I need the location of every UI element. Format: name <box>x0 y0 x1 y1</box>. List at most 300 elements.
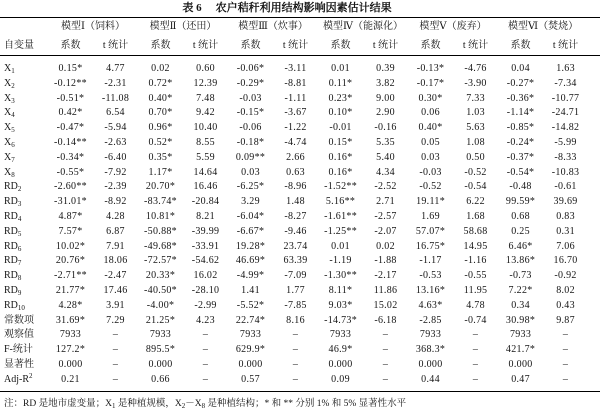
model-5-t-stat-cell: 6.22 <box>466 196 485 208</box>
model-4-t-stat-cell: 9.00 <box>376 92 395 104</box>
model-1-coef-cell: -0.12** <box>54 77 87 89</box>
model-3-t-stat-cell: -8.27 <box>284 210 307 222</box>
model-1-coef-cell: 4.28* <box>58 299 83 311</box>
model-4-t-stat-cell: 5.35 <box>376 136 395 148</box>
model-1-coef-cell: 31.69* <box>55 314 86 326</box>
model-1-coef-cell: -2.60** <box>54 181 87 193</box>
model-5-t-stat-cell: – <box>472 344 479 356</box>
model-1-coef-cell: 4.87* <box>58 210 83 222</box>
model-5-t-stat-cell: – <box>472 373 479 385</box>
model-2-coef-cell: -50.88* <box>144 225 177 237</box>
table-row <box>0 373 600 388</box>
model-5-t-stat-cell: 7.33 <box>466 92 485 104</box>
model-6-coef-cell: 0.47 <box>511 373 530 385</box>
model-1-t-stat-cell: 6.54 <box>106 107 125 119</box>
row-label <box>0 373 48 388</box>
model-4-t-stat-cell: 2.71 <box>376 196 395 208</box>
model-1-coef-cell: 21.77* <box>55 284 86 296</box>
row-label-text: X <box>4 136 12 148</box>
model-2-t-stat-header: t 统计 <box>183 36 228 56</box>
model-3-t-stat-cell: – <box>292 344 299 356</box>
model-3-coef-cell: -6.67* <box>236 225 265 237</box>
model-6-t-stat-cell: 0.83 <box>556 210 575 222</box>
table-row <box>0 314 600 329</box>
model-6-t-stat-cell: 39.69 <box>553 196 578 208</box>
row-label <box>0 299 48 314</box>
model-2-t-stat-cell: 0.60 <box>196 63 215 74</box>
row-label <box>0 151 48 166</box>
model-2-t-stat-cell: -28.10 <box>191 284 220 296</box>
model-4-t-stat-cell: -0.16 <box>374 122 397 134</box>
model-4-coef-cell: -1.61** <box>324 210 357 222</box>
model-3-coef-cell: 0.000 <box>238 358 263 370</box>
model-4-coef-cell: 0.01 <box>331 240 350 252</box>
model-2-coef-cell: 21.25* <box>145 314 176 326</box>
row-label-text: X <box>4 77 12 89</box>
model-1-coef-cell: 20.76* <box>55 255 86 267</box>
model-6-t-stat-cell: -5.99 <box>554 136 577 148</box>
row-label <box>0 166 48 181</box>
model-3-coef-cell: 19.28* <box>235 240 266 252</box>
row-label <box>0 136 48 151</box>
model-3-coef-cell: 22.74* <box>235 314 266 326</box>
table-title: 农户秸秆利用结构影响因素估计结果 <box>215 2 392 14</box>
model-1-coef-cell: 0.42* <box>58 107 83 119</box>
model-5-t-stat-cell: -0.55 <box>464 270 487 282</box>
model-3-coef-cell: -0.03 <box>239 92 262 104</box>
model-4-coef-cell: 0.09 <box>331 373 350 385</box>
model-6-t-stat-cell: -14.82 <box>551 122 580 134</box>
model-3-t-stat-cell: -3.67 <box>284 107 307 119</box>
row-label-text: 观察值 <box>4 329 34 341</box>
table-row <box>0 240 600 255</box>
model-3-header: 模型Ⅲ（炊事） <box>228 18 318 37</box>
model-4-coef-cell: 0.000 <box>328 358 353 370</box>
model-4-coef-cell: 9.03* <box>328 299 353 311</box>
model-5-t-stat-cell: -0.54 <box>464 181 487 193</box>
model-2-coef-cell: 10.81* <box>145 210 176 222</box>
model-3-coef-cell: -0.18* <box>236 136 265 148</box>
model-2-t-stat-cell: -54.62 <box>191 255 220 267</box>
model-4-t-stat-header: t 统计 <box>363 36 408 56</box>
model-2-t-stat-cell: – <box>202 344 209 356</box>
model-6-coef-cell: -0.54* <box>506 166 535 178</box>
row-label-text: RD <box>4 299 18 311</box>
row-label-text: RD <box>4 210 18 222</box>
table-row <box>0 151 600 166</box>
row-label-subscript: 3 <box>17 200 22 209</box>
model-5-t-stat-header: t 统计 <box>453 36 498 56</box>
model-3-t-stat-cell: – <box>292 329 299 341</box>
model-6-coef-cell: 0.25 <box>511 225 530 237</box>
model-5-t-stat-cell: 1.03 <box>466 107 485 119</box>
model-4-t-stat-cell: -2.57 <box>374 210 397 222</box>
model-4-coef-cell: -1.30** <box>324 270 357 282</box>
model-6-coef-header: 系数 <box>498 36 543 56</box>
model-6-t-stat-header: t 统计 <box>543 36 600 56</box>
model-5-coef-cell: 57.07* <box>415 225 446 237</box>
spacer-cell <box>0 388 600 392</box>
model-1-t-stat-cell: -8.92 <box>104 196 127 208</box>
row-label-subscript: 3 <box>11 96 15 105</box>
model-5-coef-cell: -0.53 <box>419 270 442 282</box>
model-4-t-stat-cell: -2.52 <box>374 181 397 193</box>
model-3-t-stat-cell: 1.77 <box>286 284 305 296</box>
model-2-t-stat-cell: 14.64 <box>193 166 218 178</box>
model-3-coef-cell: -0.29* <box>236 77 265 89</box>
model-1-coef-cell: -0.51* <box>56 92 85 104</box>
model-2-coef-cell: -83.74* <box>144 196 177 208</box>
row-label-text: X <box>4 107 12 119</box>
model-3-coef-cell: 46.69* <box>235 255 266 267</box>
model-5-coef-cell: 0.44 <box>421 373 440 385</box>
model-3-coef-cell: -6.04* <box>236 210 265 222</box>
row-label-subscript: 6 <box>11 140 15 149</box>
model-6-coef-cell: 0.04 <box>511 63 530 74</box>
model-1-coef-cell: -0.47* <box>56 122 85 134</box>
model-5-t-stat-cell: 4.78 <box>466 299 485 311</box>
model-6-t-stat-cell: -24.71 <box>551 107 580 119</box>
model-4-t-stat-cell: 2.90 <box>376 107 395 119</box>
model-2-t-stat-cell: 16.46 <box>193 181 218 193</box>
table-row <box>0 92 600 107</box>
model-4-coef-cell: 0.01 <box>331 63 350 74</box>
row-label-text: X <box>4 92 12 104</box>
row-label <box>0 269 48 284</box>
table-caption <box>0 0 600 17</box>
model-3-coef-cell: -5.52* <box>236 299 265 311</box>
model-3-coef-header: 系数 <box>228 36 273 56</box>
model-2-coef-cell: 7933 <box>149 329 172 341</box>
row-label <box>0 358 48 373</box>
model-1-coef-cell: -0.14** <box>54 136 87 148</box>
model-3-t-stat-cell: -9.46 <box>284 225 307 237</box>
model-3-coef-cell: 1.41 <box>241 284 260 296</box>
model-5-t-stat-cell: – <box>472 329 479 341</box>
model-5-t-stat-cell: – <box>472 358 479 370</box>
model-1-t-stat-cell: 7.29 <box>106 314 125 326</box>
model-2-t-stat-cell: 10.40 <box>193 122 218 134</box>
model-3-t-stat-cell: – <box>292 358 299 370</box>
model-5-coef-cell: 16.75* <box>415 240 446 252</box>
table-row <box>0 166 600 181</box>
model-3-coef-cell: -0.15* <box>236 107 265 119</box>
model-5-coef-cell: 7933 <box>419 329 442 341</box>
table-row <box>0 62 600 77</box>
model-2-t-stat-cell: 9.42 <box>196 107 215 119</box>
model-5-t-stat-cell: -0.52 <box>464 166 487 178</box>
model-2-t-stat-cell: 4.23 <box>196 314 215 326</box>
row-label <box>0 106 48 121</box>
model-3-coef-cell: 3.29 <box>241 196 260 208</box>
footnote-subscript: 1 <box>111 401 116 410</box>
row-label-text: F-统计 <box>4 344 33 356</box>
model-1-t-stat-cell: -2.63 <box>104 136 127 148</box>
model-6-t-stat-cell: 1.63 <box>556 63 575 74</box>
model-1-coef-cell: -31.01* <box>54 196 87 208</box>
row-label-subscript: 10 <box>17 303 25 312</box>
row-label <box>0 254 48 269</box>
model-2-coef-cell: 20.70* <box>145 181 176 193</box>
row-label <box>0 210 48 225</box>
model-3-coef-cell: -0.06 <box>239 122 262 134</box>
model-2-coef-cell: -40.50* <box>144 284 177 296</box>
model-6-coef-cell: 99.59* <box>505 196 536 208</box>
model-4-coef-cell: 46.9* <box>328 344 353 356</box>
model-2-coef-cell: 0.000 <box>148 358 173 370</box>
model-5-coef-cell: 0.03 <box>421 151 440 163</box>
model-6-coef-cell: 6.46* <box>508 240 533 252</box>
row-label <box>0 92 48 107</box>
model-6-coef-cell: 0.68 <box>511 210 530 222</box>
model-6-coef-cell: -0.24* <box>506 136 535 148</box>
model-1-t-stat-cell: -2.47 <box>104 270 127 282</box>
row-label-text: RD <box>4 196 18 208</box>
table-header <box>0 18 600 56</box>
row-label <box>0 180 48 195</box>
model-1-t-stat-cell: – <box>112 329 119 341</box>
model-4-t-stat-cell: -6.18 <box>374 314 397 326</box>
row-label-text: RD <box>4 181 18 193</box>
model-5-header: 模型Ⅴ（废弃） <box>408 18 498 37</box>
model-5-coef-cell: 0.40* <box>418 122 443 134</box>
model-6-t-stat-cell: – <box>562 373 569 385</box>
model-4-t-stat-cell: -1.88 <box>374 255 397 267</box>
model-3-t-stat-cell: -1.11 <box>284 92 307 104</box>
row-label-subscript: 9 <box>17 288 22 297</box>
model-4-coef-cell: 0.23* <box>328 92 353 104</box>
row-label-text: X <box>4 166 12 178</box>
model-4-coef-cell: -1.52** <box>324 181 357 193</box>
header-row-models <box>0 18 600 37</box>
variable-column-header: 自变量 <box>0 18 48 56</box>
model-5-coef-cell: 19.11* <box>416 196 445 208</box>
row-label <box>0 328 48 343</box>
table-body <box>0 56 600 392</box>
row-label-subscript: 8 <box>11 170 15 179</box>
row-label <box>0 284 48 299</box>
model-5-coef-cell: -0.17* <box>416 77 445 89</box>
model-1-t-stat-cell: 17.46 <box>103 284 128 296</box>
model-6-coef-cell: 13.86* <box>505 255 536 267</box>
model-6-t-stat-cell: -0.61 <box>554 181 577 193</box>
model-4-t-stat-cell: – <box>382 329 389 341</box>
model-3-t-stat-header: t 统计 <box>273 36 318 56</box>
model-3-coef-cell: 0.03 <box>241 166 260 178</box>
model-5-t-stat-cell: 1.08 <box>466 136 485 148</box>
row-label-text: RD <box>4 240 18 252</box>
model-4-coef-cell: 0.10* <box>328 107 353 119</box>
row-label <box>0 77 48 92</box>
model-4-t-stat-cell: – <box>382 373 389 385</box>
row-label-subscript: 2 <box>11 81 15 90</box>
model-5-t-stat-cell: 14.95 <box>463 240 488 252</box>
model-3-t-stat-cell: 2.66 <box>286 151 305 163</box>
model-4-t-stat-cell: 0.02 <box>376 240 395 252</box>
row-label-text: RD <box>4 225 18 237</box>
model-2-t-stat-cell: – <box>202 329 209 341</box>
row-label-subscript: 4 <box>11 111 15 120</box>
model-3-t-stat-cell: -4.74 <box>284 136 307 148</box>
model-1-t-stat-cell: -11.08 <box>101 92 130 104</box>
model-6-t-stat-cell: 0.43 <box>556 299 575 311</box>
row-label-text: X <box>4 151 12 163</box>
model-6-t-stat-cell: 7.06 <box>556 240 575 252</box>
model-3-t-stat-cell: -8.81 <box>284 77 307 89</box>
model-1-t-stat-cell: -5.94 <box>104 122 127 134</box>
model-1-t-stat-cell: 4.77 <box>106 63 125 74</box>
table-row <box>0 269 600 284</box>
model-2-t-stat-cell: 5.59 <box>196 151 215 163</box>
model-5-coef-header: 系数 <box>408 36 453 56</box>
model-4-coef-cell: 7933 <box>329 329 352 341</box>
model-2-coef-cell: -49.68* <box>144 240 177 252</box>
model-4-coef-cell: 5.16** <box>325 196 356 208</box>
model-5-coef-cell: -0.03 <box>419 166 442 178</box>
model-1-coef-cell: 127.2* <box>55 344 86 356</box>
model-3-t-stat-cell: -8.96 <box>284 181 307 193</box>
model-6-coef-cell: 0.000 <box>508 358 533 370</box>
model-3-t-stat-cell: 63.39 <box>283 255 308 267</box>
model-2-coef-cell: 895.5* <box>145 344 176 356</box>
model-4-t-stat-cell: – <box>382 358 389 370</box>
model-1-t-stat-cell: -6.40 <box>104 151 127 163</box>
row-label-subscript: 6 <box>17 244 22 253</box>
row-label-text: X <box>4 122 12 134</box>
model-5-coef-cell: 0.30* <box>418 92 443 104</box>
row-label <box>0 62 48 77</box>
model-2-coef-cell: 0.72* <box>148 77 173 89</box>
row-label-subscript: 2 <box>17 185 22 194</box>
footnote-subscript: 8 <box>201 401 206 410</box>
model-5-t-stat-cell: 1.68 <box>466 210 485 222</box>
model-2-coef-cell: 1.17* <box>148 166 173 178</box>
table-row <box>0 328 600 343</box>
table-number: 表 6 <box>182 2 202 14</box>
row-label-text: X <box>4 63 12 74</box>
model-3-coef-cell: -6.25* <box>236 181 265 193</box>
model-6-t-stat-cell: 8.02 <box>556 284 575 296</box>
model-2-t-stat-cell: 8.21 <box>196 210 215 222</box>
footnote-subscript: 2 <box>181 401 186 410</box>
model-6-t-stat-cell: 16.70 <box>553 255 578 267</box>
model-2-t-stat-cell: -39.99 <box>191 225 220 237</box>
row-label-superscript: 2 <box>29 371 33 380</box>
model-1-coef-cell: 7933 <box>59 329 82 341</box>
footnote-text: 是种植结构；* 和 ** 分别 1% 和 5% 显著性水平 <box>205 398 407 409</box>
model-2-header: 模型Ⅱ（还田） <box>138 18 228 37</box>
model-4-t-stat-cell: 3.82 <box>376 77 395 89</box>
row-label-subscript: 5 <box>17 229 22 238</box>
model-6-t-stat-cell: -7.34 <box>554 77 577 89</box>
model-1-t-stat-cell: – <box>112 358 119 370</box>
results-table <box>0 17 600 392</box>
model-2-coef-cell: 0.70* <box>148 107 173 119</box>
table-row <box>0 180 600 195</box>
table-row <box>0 106 600 121</box>
model-5-coef-cell: 368.3* <box>415 344 446 356</box>
model-4-coef-cell: 0.11* <box>328 77 353 89</box>
model-6-t-stat-cell: -8.33 <box>554 151 577 163</box>
row-label-text: RD <box>4 270 18 282</box>
model-6-t-stat-cell: 9.87 <box>556 314 575 326</box>
model-4-header: 模型Ⅳ（能源化） <box>318 18 408 37</box>
table-row <box>0 210 600 225</box>
model-2-coef-cell: 0.02 <box>151 63 170 74</box>
model-6-t-stat-cell: -10.83 <box>551 166 580 178</box>
model-6-coef-cell: 421.7* <box>505 344 536 356</box>
model-4-t-stat-cell: 15.02 <box>373 299 398 311</box>
model-2-coef-cell: 0.96* <box>148 122 173 134</box>
model-1-t-stat-cell: – <box>112 373 119 385</box>
model-5-coef-cell: 1.69 <box>421 210 440 222</box>
table-row <box>0 225 600 240</box>
row-label-subscript: 1 <box>11 67 15 75</box>
row-label <box>0 195 48 210</box>
header-row-stats <box>0 36 600 56</box>
model-4-t-stat-cell: 11.86 <box>373 284 398 296</box>
model-6-coef-cell: -0.37* <box>506 151 535 163</box>
row-label-subscript: 8 <box>17 274 22 283</box>
model-5-coef-cell: -1.17 <box>419 255 442 267</box>
footnote-text: 注：RD 是地市虚变量；X <box>4 398 112 409</box>
row-label-text: 常数项 <box>4 314 34 326</box>
model-4-t-stat-cell: -2.07 <box>374 225 397 237</box>
model-4-coef-cell: -14.73* <box>324 314 357 326</box>
table-row <box>0 121 600 136</box>
model-2-t-stat-cell: 8.55 <box>196 136 215 148</box>
model-1-t-stat-cell: – <box>112 344 119 356</box>
model-1-coef-cell: 10.02* <box>55 240 86 252</box>
model-5-t-stat-cell: 11.95 <box>463 284 488 296</box>
row-label <box>0 343 48 358</box>
model-1-header: 模型Ⅰ（饲料） <box>48 18 138 37</box>
model-2-t-stat-cell: -33.91 <box>191 240 220 252</box>
model-6-coef-cell: -0.27* <box>506 77 535 89</box>
model-5-coef-cell: 0.000 <box>418 358 443 370</box>
row-label-subscript: 4 <box>17 214 22 223</box>
model-2-coef-cell: 20.33* <box>145 270 176 282</box>
table-row <box>0 343 600 358</box>
model-2-coef-cell: -4.00* <box>146 299 175 311</box>
model-4-coef-cell: -1.25** <box>324 225 357 237</box>
model-2-coef-cell: 0.66 <box>151 373 170 385</box>
model-2-coef-cell: 0.52* <box>148 136 173 148</box>
model-6-coef-cell: 7.22* <box>508 284 533 296</box>
model-1-coef-cell: -0.34* <box>56 151 85 163</box>
model-2-t-stat-cell: -20.84 <box>191 196 220 208</box>
row-label <box>0 240 48 255</box>
model-4-coef-cell: 0.15* <box>328 136 353 148</box>
table-row <box>0 77 600 92</box>
model-6-t-stat-cell: -0.92 <box>554 270 577 282</box>
model-3-t-stat-cell: 23.74 <box>283 240 308 252</box>
model-6-coef-cell: 7933 <box>509 329 532 341</box>
row-label <box>0 314 48 329</box>
model-1-t-stat-cell: -2.39 <box>104 181 127 193</box>
model-6-t-stat-cell: – <box>562 329 569 341</box>
model-1-coef-cell: 0.000 <box>58 358 83 370</box>
row-label-text: RD <box>4 284 18 296</box>
model-4-coef-cell: 8.11* <box>328 284 353 296</box>
model-3-t-stat-cell: 0.63 <box>286 166 305 178</box>
model-3-t-stat-cell: -7.85 <box>284 299 307 311</box>
model-2-t-stat-cell: 12.39 <box>193 77 218 89</box>
model-4-t-stat-cell: 0.39 <box>376 63 395 74</box>
model-5-coef-cell: 0.06 <box>421 107 440 119</box>
row-label <box>0 121 48 136</box>
table-row <box>0 299 600 314</box>
